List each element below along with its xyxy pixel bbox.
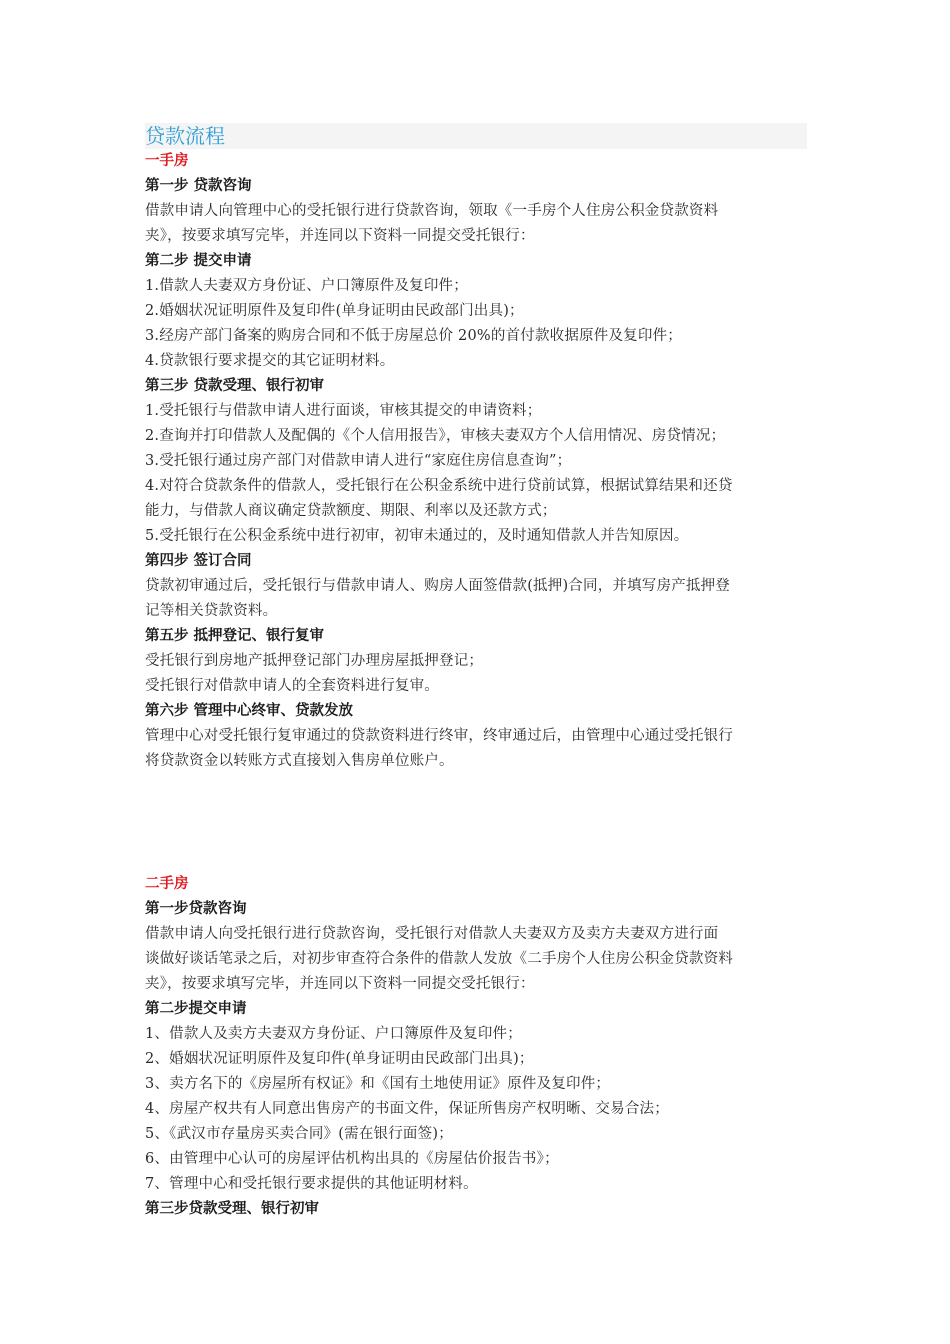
step-heading: 第四步 签订合同 bbox=[145, 553, 252, 569]
section-heading-new-house: 一手房 bbox=[145, 153, 189, 169]
text-line: 贷款初审通过后，受托银行与借款申请人、购房人面签借款(抵押)合同，并填写房产抵押登 bbox=[145, 578, 731, 594]
document-content bbox=[145, 123, 807, 1222]
paragraph bbox=[145, 274, 807, 374]
list-item: 1.受托银行与借款申请人进行面谈，审核其提交的申请资料； bbox=[145, 403, 542, 419]
step-heading: 第二步 提交申请 bbox=[145, 253, 252, 269]
section-spacer bbox=[145, 774, 807, 872]
text-line: 谈做好谈话笔录之后，对初步审查符合条件的借款人发放《二手房个人住房公积金贷款资料 bbox=[145, 951, 733, 967]
text-line: 记等相关贷款资料。 bbox=[145, 603, 278, 619]
list-item: 4.对符合贷款条件的借款人，受托银行在公积金系统中进行贷前试算，根据试算结果和还贷 bbox=[145, 478, 733, 494]
list-item: 3.受托银行通过房产部门对借款申请人进行“家庭住房信息查询”； bbox=[145, 453, 572, 469]
paragraph bbox=[145, 1022, 807, 1197]
paragraph bbox=[145, 649, 807, 699]
list-item: 3.经房产部门备案的购房合同和不低于房屋总价 20%的首付款收据原件及复印件； bbox=[145, 328, 682, 344]
step-heading: 第一步贷款咨询 bbox=[145, 901, 247, 917]
list-item: 2.婚姻状况证明原件及复印件(单身证明由民政部门出具)； bbox=[145, 303, 524, 319]
paragraph bbox=[145, 399, 807, 549]
text-line: 夹》，按要求填写完毕，并连同以下资料一同提交受托银行： bbox=[145, 976, 535, 992]
list-item: 4.贷款银行要求提交的其它证明材料。 bbox=[145, 353, 395, 369]
text-line: 受托银行对借款申请人的全套资料进行复审。 bbox=[145, 678, 439, 694]
paragraph bbox=[145, 199, 807, 249]
text-line: 夹》，按要求填写完毕，并连同以下资料一同提交受托银行： bbox=[145, 228, 535, 244]
paragraph bbox=[145, 724, 807, 774]
list-item: 2、婚姻状况证明原件及复印件(单身证明由民政部门出具)； bbox=[145, 1051, 534, 1067]
list-item: 3、卖方名下的《房屋所有权证》和《国有土地使用证》原件及复印件； bbox=[145, 1076, 611, 1092]
step-heading: 第三步贷款受理、银行初审 bbox=[145, 1201, 319, 1217]
paragraph bbox=[145, 922, 807, 997]
list-item: 5、《武汉市存量房买卖合同》(需在银行面签)； bbox=[145, 1126, 453, 1142]
page-title: 贷款流程 bbox=[145, 123, 807, 149]
step-heading: 第二步提交申请 bbox=[145, 1001, 247, 1017]
step-heading: 第三步 贷款受理、银行初审 bbox=[145, 378, 325, 394]
step-heading: 第六步 管理中心终审、贷款发放 bbox=[145, 703, 354, 719]
step-heading: 第五步 抵押登记、银行复审 bbox=[145, 628, 325, 644]
paragraph bbox=[145, 574, 807, 624]
list-item: 4、房屋产权共有人同意出售房产的书面文件，保证所售房产权明晰、交易合法； bbox=[145, 1101, 669, 1117]
list-item: 2.查询并打印借款人及配偶的《个人信用报告》，审核夫妻双方个人信用情况、房贷情况； bbox=[145, 428, 726, 444]
text-line: 管理中心对受托银行复审通过的贷款资料进行终审，终审通过后，由管理中心通过受托银行 bbox=[145, 728, 733, 744]
text-line: 将贷款资金以转账方式直接划入售房单位账户。 bbox=[145, 753, 454, 769]
list-item: 7、管理中心和受托银行要求提供的其他证明材料。 bbox=[145, 1176, 478, 1192]
text-line: 受托银行到房地产抵押登记部门办理房屋抵押登记； bbox=[145, 653, 484, 669]
list-item: 能力，与借款人商议确定贷款额度、期限、利率以及还款方式； bbox=[145, 503, 557, 519]
list-item: 5.受托银行在公积金系统中进行初审，初审未通过的，及时通知借款人并告知原因。 bbox=[145, 528, 689, 544]
list-item: 1、借款人及卖方夫妻双方身份证、户口簿原件及复印件； bbox=[145, 1026, 522, 1042]
text-line: 借款申请人向管理中心的受托银行进行贷款咨询，领取《一手房个人住房公积金贷款资料 bbox=[145, 203, 719, 219]
list-item: 6、由管理中心认可的房屋评估机构出具的《房屋估价报告书》； bbox=[145, 1151, 559, 1167]
step-heading: 第一步 贷款咨询 bbox=[145, 178, 252, 194]
list-item: 1.借款人夫妻双方身份证、户口簿原件及复印件； bbox=[145, 278, 468, 294]
text-line: 借款申请人向受托银行进行贷款咨询，受托银行对借款人夫妻双方及卖方夫妻双方进行面 bbox=[145, 926, 719, 942]
section-heading-second-hand-house: 二手房 bbox=[145, 876, 189, 892]
